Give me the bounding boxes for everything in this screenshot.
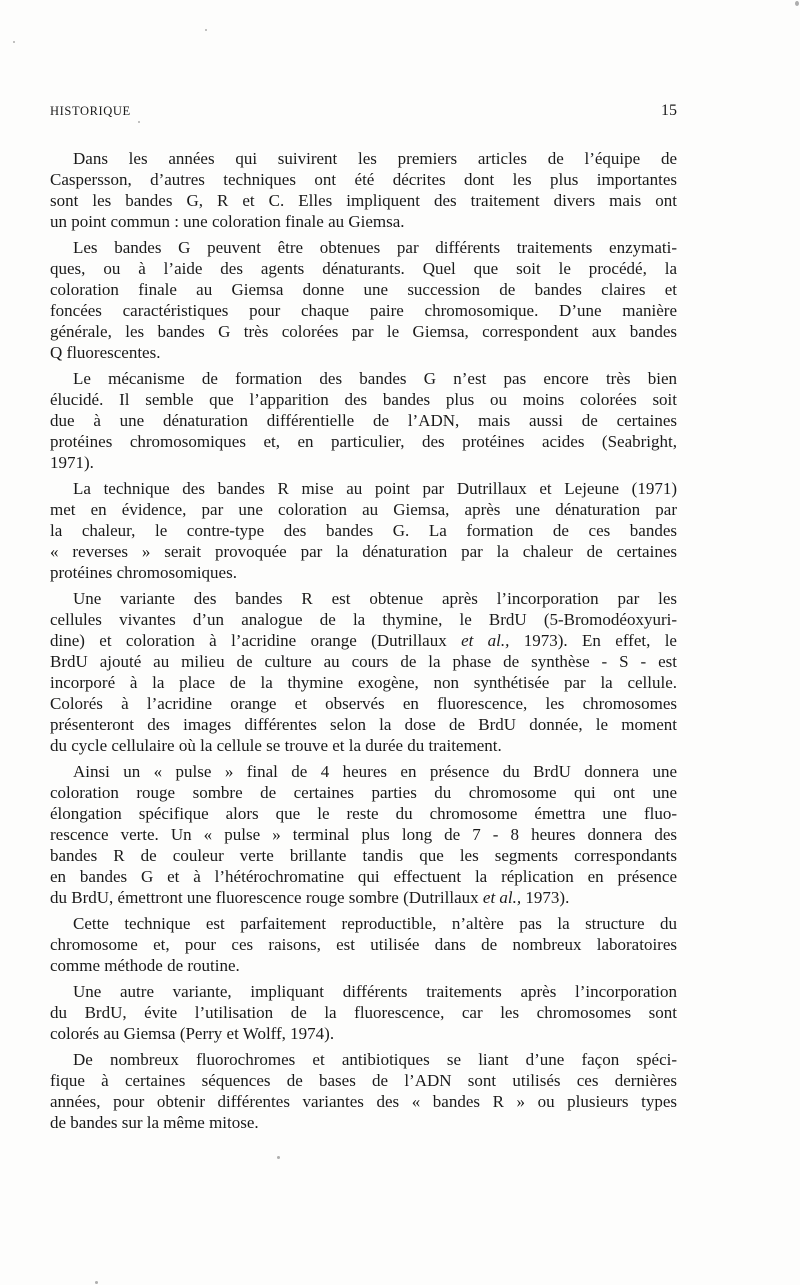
text-line: dine) et coloration à l’acridine orange (Dutrillaux et al., 1973). En effet, le (50, 631, 677, 650)
text-line: Une autre variante, impliquant différents traitements après l’incorporation (73, 982, 677, 1001)
text-line: sont les bandes G, R et C. Elles impliquent des traitement divers mais ont (50, 191, 677, 210)
text-line: générale, les bandes G très colorées par le Giemsa, correspondent aux bandes (50, 322, 677, 341)
text-line: du BrdU, évite l’utilisation de la fluorescence, car les chromosomes sont (50, 1003, 677, 1022)
text-line: met en évidence, par une coloration au Giemsa, après une dénaturation par (50, 500, 677, 519)
text-line: Caspersson, d’autres techniques ont été décrites dont les plus importantes (50, 170, 677, 189)
text-line: en bandes G et à l’hétérochromatine qui effectuent la réplication en présence (50, 867, 677, 886)
text-line: rescence verte. Un « pulse » terminal plus long de 7 - 8 heures donnera des (50, 825, 677, 844)
text-line: ques, ou à l’aide des agents dénaturants. Quel que soit le procédé, la (50, 259, 677, 278)
paragraph (50, 761, 677, 908)
paragraph (50, 237, 677, 363)
text-line: comme méthode de routine. (50, 956, 240, 975)
scan-artifact (138, 121, 140, 123)
text-line: cellules vivantes d’un analogue de la thymine, le BrdU (5-Bromodéoxyuri- (50, 610, 677, 629)
text-line: Cette technique est parfaitement reproductible, n’altère pas la structure du (73, 914, 677, 933)
text-line: du cycle cellulaire où la cellule se trouve et la durée du traitement. (50, 736, 502, 755)
text-line: Dans les années qui suivirent les premiers articles de l’équipe de (73, 149, 677, 168)
text-line: présenteront des images différentes selon la dose de BrdU donnée, le moment (50, 715, 677, 734)
text-line: colorés au Giemsa (Perry et Wolff, 1974). (50, 1024, 335, 1043)
text-line: un point commun : une coloration finale au Giemsa. (50, 212, 405, 231)
text-line: années, pour obtenir différentes variantes des « bandes R » ou plusieurs types (50, 1092, 677, 1111)
paragraph (50, 478, 677, 583)
paragraph (50, 368, 677, 473)
text-line: Ainsi un « pulse » final de 4 heures en présence du BrdU donnera une (73, 762, 677, 781)
text-line: élucidé. Il semble que l’apparition des bandes plus ou moins colorées soit (50, 390, 677, 409)
text-line: BrdU ajouté au milieu de culture au cours de la phase de synthèse - S - est (50, 652, 677, 671)
text-line: bandes R de couleur verte brillante tandis que les segments correspondants (50, 846, 677, 865)
text-line: La technique des bandes R mise au point par Dutrillaux et Lejeune (1971) (73, 479, 677, 498)
text-line: du BrdU, émettront une fluorescence rouge sombre (Dutrillaux et al., 1973). (50, 888, 570, 907)
text-line: fique à certaines séquences de bases de l’ADN sont utilisés ces dernières (50, 1071, 677, 1090)
page-number: 15 (661, 102, 677, 119)
scan-artifact (205, 29, 207, 31)
text-line: protéines chromosomiques et, en particulier, des protéines acides (Seabright, (50, 432, 677, 451)
scan-artifact (95, 1281, 98, 1284)
scan-artifact (13, 41, 15, 43)
paragraph (50, 148, 677, 232)
body-text (50, 148, 677, 1138)
text-line: de bandes sur la même mitose. (50, 1113, 259, 1132)
text-line: coloration rouge sombre de certaines parties du chromosome qui ont une (50, 783, 677, 802)
text-line: Une variante des bandes R est obtenue après l’incorporation par les (73, 589, 677, 608)
text-line: protéines chromosomiques. (50, 563, 237, 582)
text-line: Le mécanisme de formation des bandes G n’est pas encore très bien (73, 369, 677, 388)
text-line: 1971). (50, 453, 94, 472)
scan-artifact (795, 1, 799, 6)
text-line: foncées caractéristiques pour chaque paire chromosomique. D’une manière (50, 301, 677, 320)
running-title: HISTORIQUE (50, 104, 131, 118)
text-line: « reverses » serait provoquée par la dénaturation par la chaleur de certaines (50, 542, 677, 561)
paragraph (50, 1049, 677, 1133)
text-line: Q fluorescentes. (50, 343, 161, 362)
text-line: Les bandes G peuvent être obtenues par différents traitements enzymati- (73, 238, 677, 257)
text-line: due à une dénaturation différentielle de l’ADN, mais aussi de certaines (50, 411, 677, 430)
paragraph (50, 913, 677, 976)
page-header (50, 102, 677, 120)
text-line: chromosome et, pour ces raisons, est utilisée dans de nombreux laboratoires (50, 935, 677, 954)
scan-artifact (277, 1156, 280, 1159)
text-line: coloration finale au Giemsa donne une succession de bandes claires et (50, 280, 677, 299)
paragraph (50, 588, 677, 756)
paragraph (50, 981, 677, 1044)
text-line: élongation spécifique alors que le reste du chromosome émettra une fluo- (50, 804, 677, 823)
text-line: Colorés à l’acridine orange et observés en fluorescence, les chromosomes (50, 694, 677, 713)
text-line: la chaleur, le contre-type des bandes G. La formation de ces bandes (50, 521, 677, 540)
text-line: De nombreux fluorochromes et antibiotiques se liant d’une façon spéci- (73, 1050, 677, 1069)
text-line: incorporé à la place de la thymine exogène, non synthétisée par la cellule. (50, 673, 677, 692)
